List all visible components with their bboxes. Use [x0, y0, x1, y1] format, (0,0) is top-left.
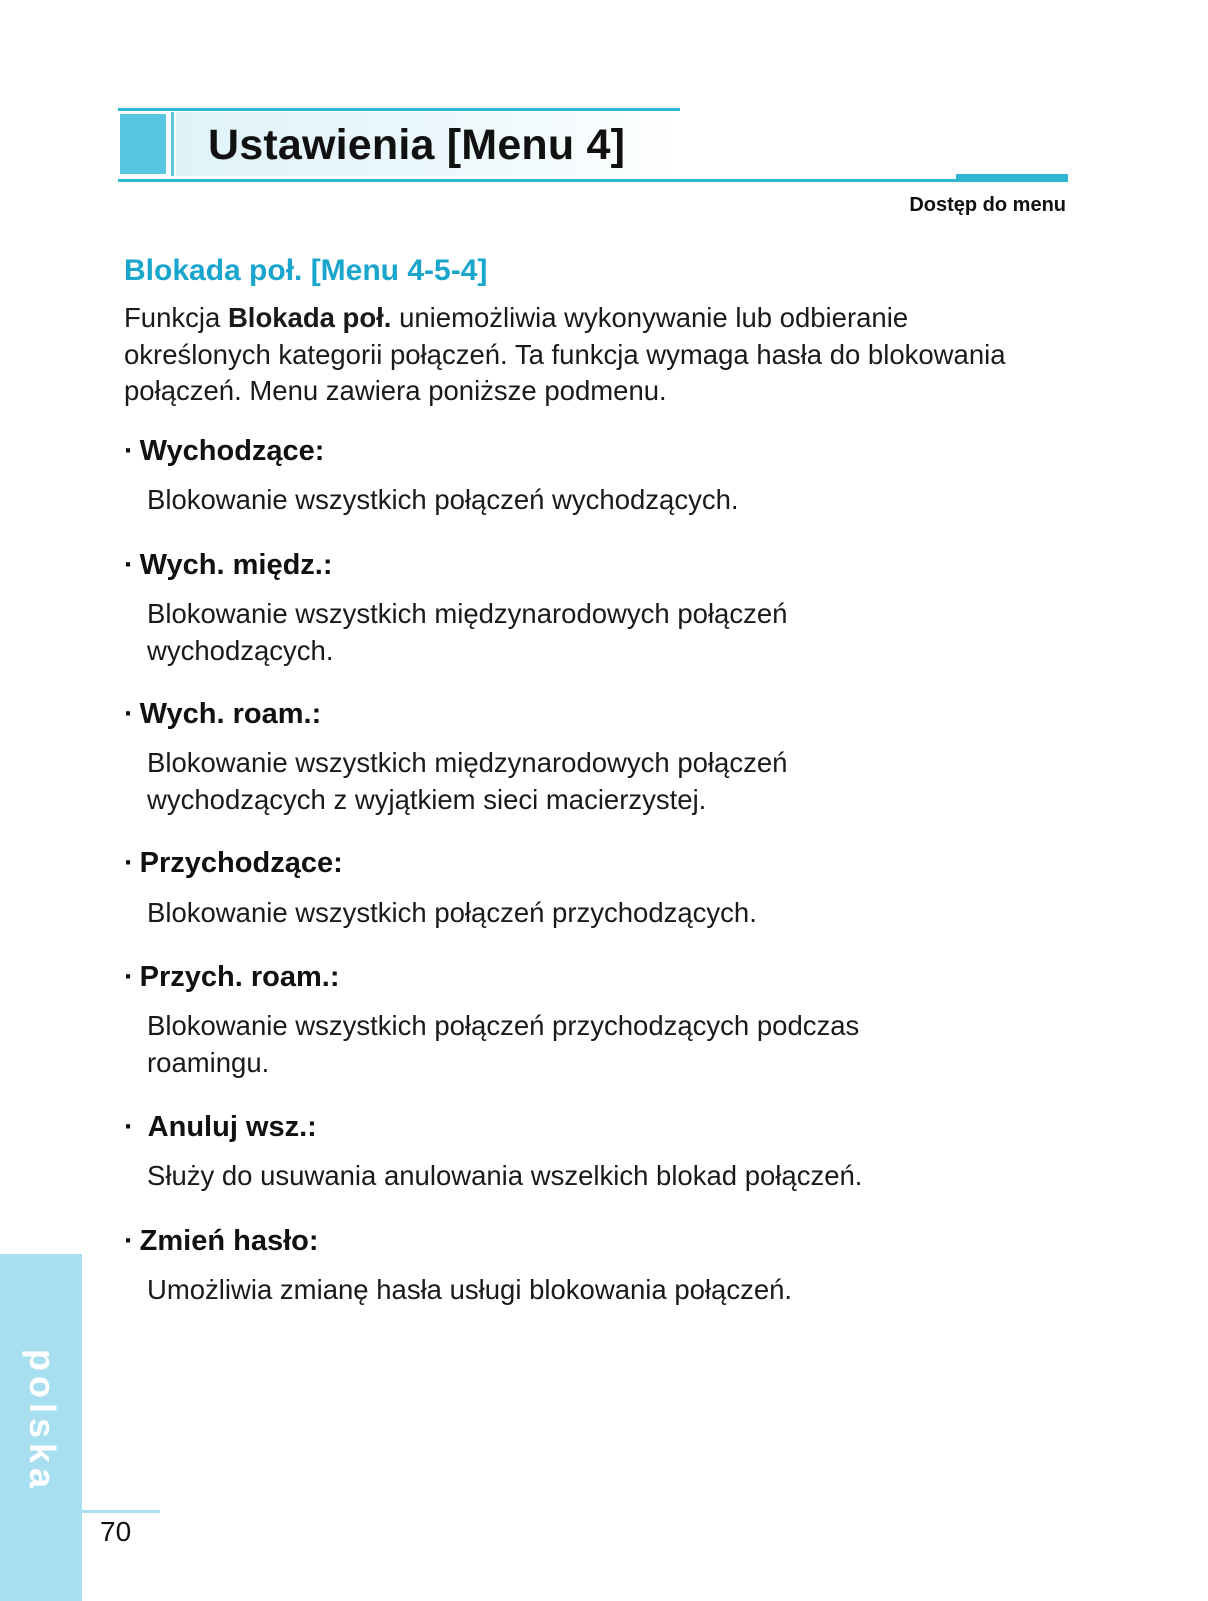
item-title-text: Wychodzące: — [139, 435, 325, 467]
bullet: · — [124, 1225, 134, 1257]
page-number: 70 — [100, 1516, 132, 1547]
item-title — [124, 549, 333, 582]
bullet: · — [124, 549, 134, 581]
bullet: · — [124, 847, 134, 879]
item-title-text: Zmień hasło: — [139, 1225, 319, 1257]
section-intro — [124, 300, 1024, 410]
item-desc: Blokowanie wszystkich połączeń przychodzących podczas roamingu. — [147, 1010, 860, 1078]
item-title-text: Wych. międz.: — [139, 549, 333, 581]
item-title — [124, 961, 340, 994]
item-desc: Blokowanie wszystkich międzynarodowych połączeń wychodzących z wyjątkiem sieci macierzystej. — [147, 747, 788, 815]
bullet: · — [124, 435, 134, 467]
item-title — [124, 435, 324, 468]
item-title — [124, 1111, 317, 1144]
item-desc: Umożliwia zmianę hasła usługi blokowania połączeń. — [147, 1274, 793, 1305]
item-desc: Blokowanie wszystkich połączeń wychodzących. — [147, 484, 739, 515]
header-square — [120, 114, 166, 174]
section-title: Blokada poł. [Menu 4-5-4] — [124, 254, 488, 287]
page-number-line — [82, 1510, 160, 1513]
item-title-text: Przychodzące: — [139, 847, 343, 879]
bullet: · — [124, 698, 134, 730]
item-desc: Blokowanie wszystkich międzynarodowych połączeń wychodzących. — [147, 598, 788, 666]
running-head: Dostęp do menu — [909, 194, 1066, 216]
item-desc: Blokowanie wszystkich połączeń przychodzących. — [147, 897, 757, 928]
intro-prefix: Funkcja — [124, 302, 228, 333]
item-title-text: Anuluj wsz.: — [147, 1111, 317, 1143]
side-language-label: polska — [22, 1349, 63, 1494]
item-title-text: Przych. roam.: — [139, 961, 340, 993]
item-title — [124, 847, 343, 880]
header-top-line — [118, 108, 680, 111]
item-desc: Służy do usuwania anulowania wszelkich blokad połączeń. — [147, 1160, 863, 1191]
page-title: Ustawienia [Menu 4] — [208, 121, 626, 169]
header-right-bar — [956, 174, 1068, 182]
bullet: · — [124, 1111, 134, 1143]
header-divider — [171, 112, 174, 176]
intro-bold: Blokada poł. — [227, 302, 392, 333]
item-title-text: Wych. roam.: — [139, 698, 322, 730]
bullet: · — [124, 961, 134, 993]
intro-rest: uniemożliwia wykonywanie lub odbieranie określonych kategorii połączeń. Ta funkcja wymaga hasła do blokowania połączeń. Menu zawiera poniższe podmenu. — [124, 302, 1006, 406]
item-title — [124, 1225, 319, 1258]
header-bottom-line — [118, 179, 1068, 182]
item-title — [124, 698, 321, 731]
